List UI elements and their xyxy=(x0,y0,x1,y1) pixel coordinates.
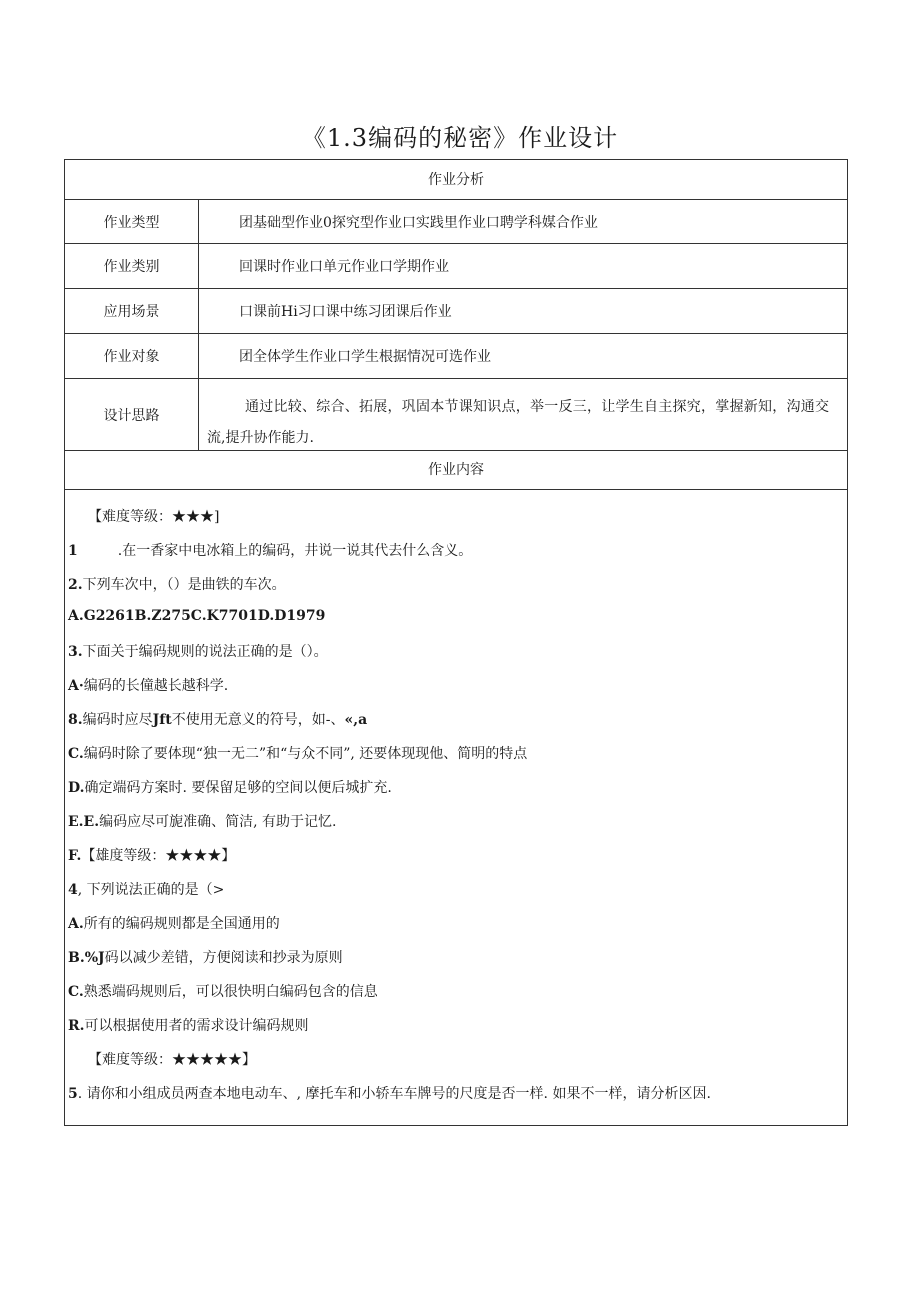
content-header: 作业内容 xyxy=(65,451,847,490)
option-a xyxy=(68,913,839,933)
line-text: 下列车次中，（）是曲铁的车次。 xyxy=(82,577,286,593)
option-a xyxy=(68,675,839,695)
row-audience xyxy=(65,334,847,379)
line-text: A.G2261B.Z275C.K7701D.D1979 xyxy=(68,608,326,624)
line-text: Jft xyxy=(152,712,172,728)
row-assignment-category xyxy=(65,244,847,289)
line-number: F. xyxy=(68,848,82,864)
row-label: 作业类别 xyxy=(65,244,199,288)
page-title: 《1.3编码的秘密》作业设计 xyxy=(301,124,619,152)
row-label: 作业类型 xyxy=(65,200,199,243)
analysis-header: 作业分析 xyxy=(65,160,847,200)
line-text: 【难度等级：★★★★★】 xyxy=(88,1052,256,1068)
row-design-idea xyxy=(65,379,847,451)
line-text: .在一香家中电冰箱上的编码，井说一说其代去什么含义。 xyxy=(117,543,473,559)
line-number: A· xyxy=(68,678,84,694)
difficulty-level xyxy=(88,1049,839,1069)
line-text: 不使用无意义的符号，如-、 xyxy=(171,712,345,728)
question-5 xyxy=(68,1083,839,1103)
line-text: 熟悉端码规则后，可以很快明白编码包含的信息 xyxy=(83,984,378,1000)
line-text: 编码时应尽 xyxy=(82,712,153,728)
question-2-options xyxy=(68,608,839,624)
question-1 xyxy=(68,540,839,560)
row-label: 作业对象 xyxy=(65,334,199,378)
line-text: 编码的长僮越长越科学. xyxy=(83,678,229,694)
question-3 xyxy=(68,641,839,661)
line-number: A. xyxy=(68,916,84,932)
line-text: 编码应尽可旎准确、简洁, 有助于记忆. xyxy=(99,814,337,830)
option-c xyxy=(68,743,839,763)
line-text: 可以根据使用者的需求设计编码规则 xyxy=(84,1018,309,1034)
line-number: D. xyxy=(68,780,85,796)
row-value: 口课前Hi习口课中练习团课后作业 xyxy=(239,304,452,320)
option-e xyxy=(68,811,839,831)
difficulty-level xyxy=(88,506,839,526)
row-label: 应用场景 xyxy=(65,289,199,333)
row-value: 通过比较、综合、拓展，巩固本节课知识点，举一反三，让学生自主探究，掌握新知，沟通交流,提升协作能力. xyxy=(207,399,829,446)
option-b xyxy=(68,709,839,729)
question-2 xyxy=(68,574,839,594)
difficulty-level xyxy=(68,845,839,865)
line-text: 码以减少差错，方便阅读和抄录为原则 xyxy=(104,950,343,966)
line-text: , 下列说法正确的是（> xyxy=(77,882,225,898)
line-number: 4 xyxy=(68,882,78,898)
row-scenario xyxy=(65,289,847,334)
line-number: 1 xyxy=(68,543,78,559)
line-number: C. xyxy=(68,984,84,1000)
line-number: C. xyxy=(68,746,84,762)
option-c xyxy=(68,981,839,1001)
option-d xyxy=(68,1015,839,1035)
row-value: 回课时作业口单元作业口学期作业 xyxy=(239,259,449,275)
line-number: 5 xyxy=(68,1086,78,1102)
line-number: E.E. xyxy=(68,814,100,830)
question-4 xyxy=(68,879,839,899)
line-text: 【雄度等级：★★★★】 xyxy=(81,848,236,864)
line-number: 3. xyxy=(68,644,83,660)
line-text: «,a xyxy=(344,712,368,728)
row-value: 团基础型作业0探究型作业口实践里作业口聘学科媒合作业 xyxy=(239,214,598,231)
line-text: 【难度等级：★★★] xyxy=(88,509,220,525)
line-text: 确定端码方案时. 要保留足够的空间以便后城扩充. xyxy=(84,780,392,796)
line-number: B.%J xyxy=(68,950,105,966)
line-number: R. xyxy=(68,1018,85,1034)
line-text: 下面关于编码规则的说法正确的是（）。 xyxy=(82,644,328,660)
line-text: . 请你和小组成员两查本地电动车、, 摩托车和小轿车车牌号的尺度是否一样. 如果不一样，请分析区因. xyxy=(77,1086,711,1102)
line-number: 8. xyxy=(68,712,83,728)
row-assignment-type xyxy=(65,200,847,244)
option-d xyxy=(68,777,839,797)
line-text: 编码时除了要体现“独一无二”和“与众不同”, 还要体现现他、简明的特点 xyxy=(83,746,528,762)
option-b xyxy=(68,947,839,967)
assignment-table xyxy=(64,159,848,1126)
line-number: 2. xyxy=(68,577,83,593)
row-value: 团全体学生作业口学生根据情况可选作业 xyxy=(239,349,491,365)
row-label: 设计思路 xyxy=(65,379,199,450)
line-text: 所有的编码规则都是全国通用的 xyxy=(83,916,280,932)
